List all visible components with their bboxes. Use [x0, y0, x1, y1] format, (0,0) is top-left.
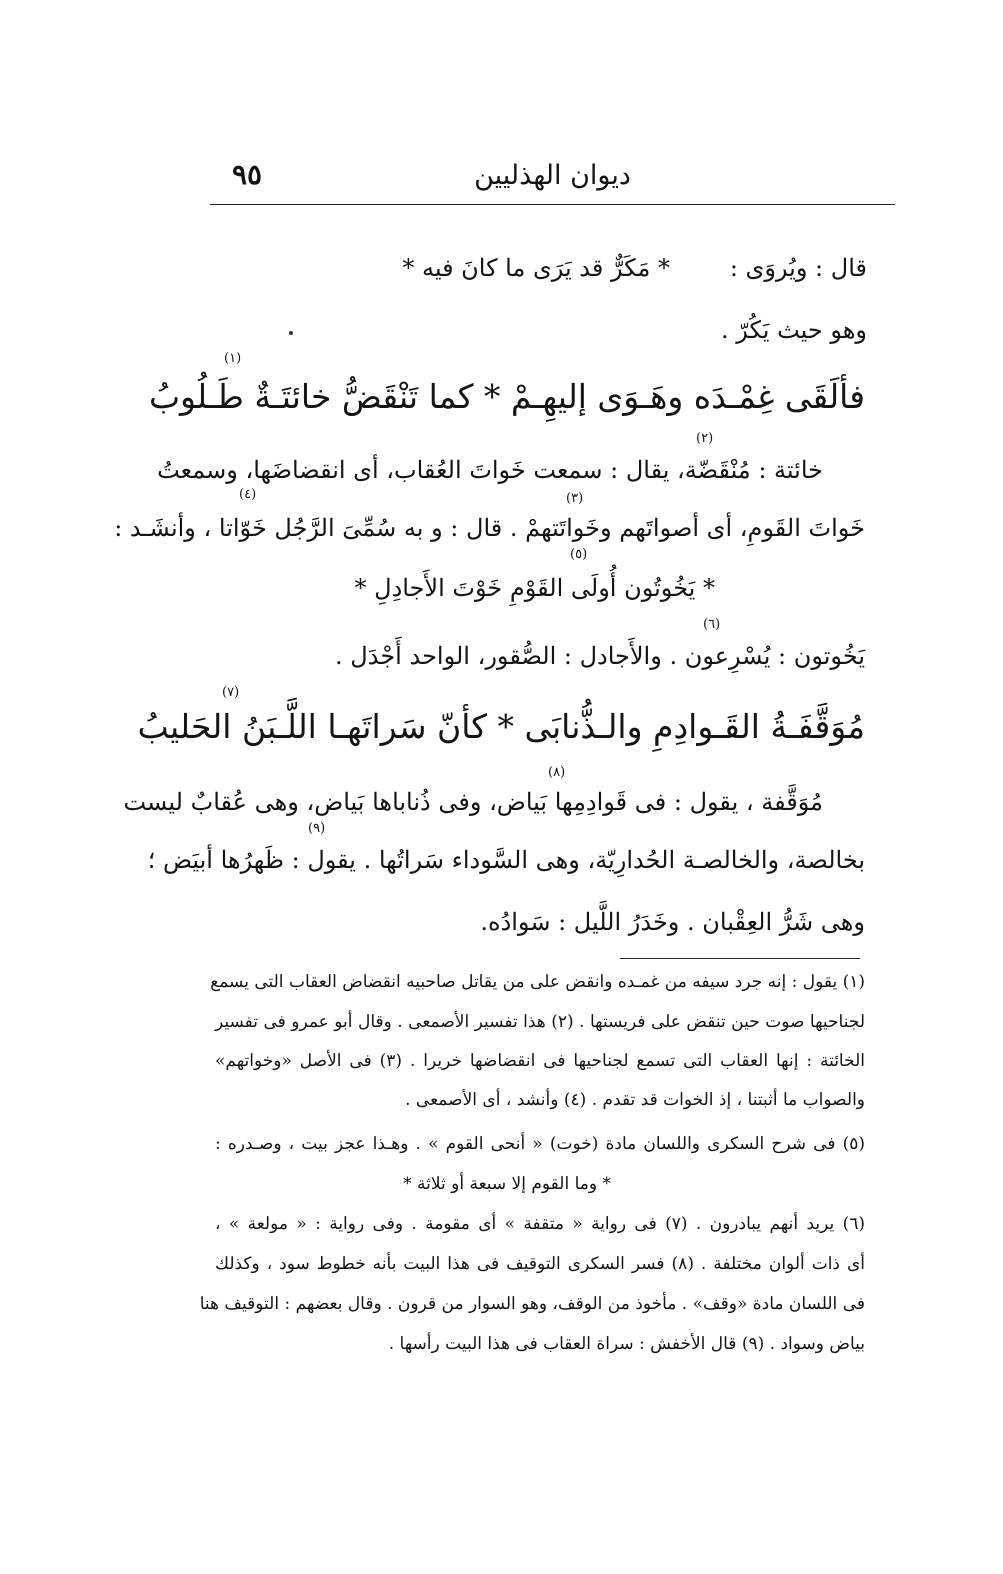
footnote-line: (٥) فى شرح السكرى واللسان مادة (خوت) « أنحى القوم » . وهـذا عجز بيت ، وصـدره : [215, 1134, 865, 1154]
footnote-ref-9: (٩) [308, 821, 326, 836]
commentary-line-3: يَخُوتون : يُسْرِعون . والأَجادل : الصُّقور، الواحد أَجْدَل . [335, 642, 865, 670]
footnote-quote: * وما القوم إلا سبعة أو ثلاثة * [403, 1174, 611, 1194]
verse-line-2: مُوَقَّفَـةُ القَـوادِمِ والـذُّنابَى * كأنّ سَراتَهـا اللَّـبَنُ الحَليبُ [137, 707, 865, 746]
footnote-line: (١) يقول : إنه جرد سيفه من غمـده وانقض على من يقاتل صاحبيه انقضاض العقاب التى يسمع [210, 972, 865, 992]
text-line-2: وهو حيث يَكُرّ . [721, 316, 867, 344]
text-line-intro: قال : ويُروَى : [729, 254, 867, 282]
footnote-ref-4: (٤) [239, 487, 257, 502]
half-verse-quote: * يَخُوتُون أُولَى القَوْمِ خَوْتَ الأَجادِلِ * [354, 574, 715, 602]
footnote-line: الخائتة : إنها العقاب التى تسمع لجناحيها فى انقضاضها خريرا . (٣) فى الأصل «وخواتهم» [215, 1051, 865, 1071]
footnote-ref-7: (٧) [222, 685, 240, 700]
footnote-line: (٦) يريد أنهم يبادرون . (٧) فى رواية « متقفة » أى مقومة . وفى رواية : « مولعة » ، [215, 1214, 865, 1234]
verse-line-1: فألَقَى غِمْـدَه وهَـوَى إليهِـمْ * كما تَنْقَضُّ خائتَـةٌ طَـلُوبُ [148, 377, 865, 416]
footnote-line: والصواب ما أثبتنا ، إذ الخوات قد تقدم . (٤) وأنشد ، أى الأصمعى . [405, 1090, 865, 1110]
running-header [210, 158, 895, 205]
commentary-line-6: وهى شَرُّ العِقْبان . وخَدَرُ اللَّيل : سَوادُه. [480, 908, 865, 936]
page-number: ٩٥ [232, 158, 263, 191]
commentary-line-4: مُوَقَّفة ، يقول : فى قَوادِمِها بَياض، وفى ذُناباها بَياض، وهى عُقابٌ ليست [123, 788, 823, 816]
commentary-line-1: خائتة : مُنْقَضّة، يقال : سمعت خَواتَ العُقاب، أى انقضاضَها، وسمعتُ [157, 456, 823, 484]
running-title: ديوان الهذليين [474, 160, 631, 191]
footnote-line: فى اللسان مادة «وقف» . مأخوذ من الوقف، وهو السوار من قرون . وقال بعضهم : التوقيف هنا [199, 1294, 865, 1314]
footnote-ref-8: (٨) [548, 765, 566, 780]
footnote-divider [620, 958, 860, 959]
footnote-line: أى ذات ألوان مختلفة . (٨) فسر السكرى التوقيف فى هذا البيت بأنه خطوط سود ، وكذلك [215, 1254, 866, 1274]
footnote-ref-5: (٥) [570, 547, 588, 562]
footnote-line: بياض وسواد . (٩) قال الأخفش : سراة العقاب فى هذا البيت رأسها . [388, 1334, 865, 1354]
footnote-line: لجناحيها صوت حين تنقض على فريستها . (٢) هذا تفسير الأصمعى . وقال أبو عمرو فى تفسير [215, 1012, 866, 1032]
stray-mark [289, 331, 293, 335]
commentary-line-2: خَواتَ القَومِ، أى أصواتَهم وخَواتَتهمْ . قال : و به سُمِّىَ الرَّجُل خَوّاتا ، وأنشَـد : [114, 514, 865, 542]
variant-reading: * مَكَرٌّ قد يَرَى ما كانَ فيه * [402, 254, 670, 282]
footnote-ref-1: (١) [224, 351, 242, 366]
footnote-ref-6: (٦) [703, 617, 721, 632]
footnote-ref-3: (٣) [566, 491, 584, 506]
commentary-line-5: بخالصة، والخالصـة الحُدارِيّة، وهى السَّوداء سَراتُها . يقول : ظَهرُها أبيَض ؛ [147, 846, 865, 874]
footnote-ref-2: (٢) [696, 431, 714, 446]
